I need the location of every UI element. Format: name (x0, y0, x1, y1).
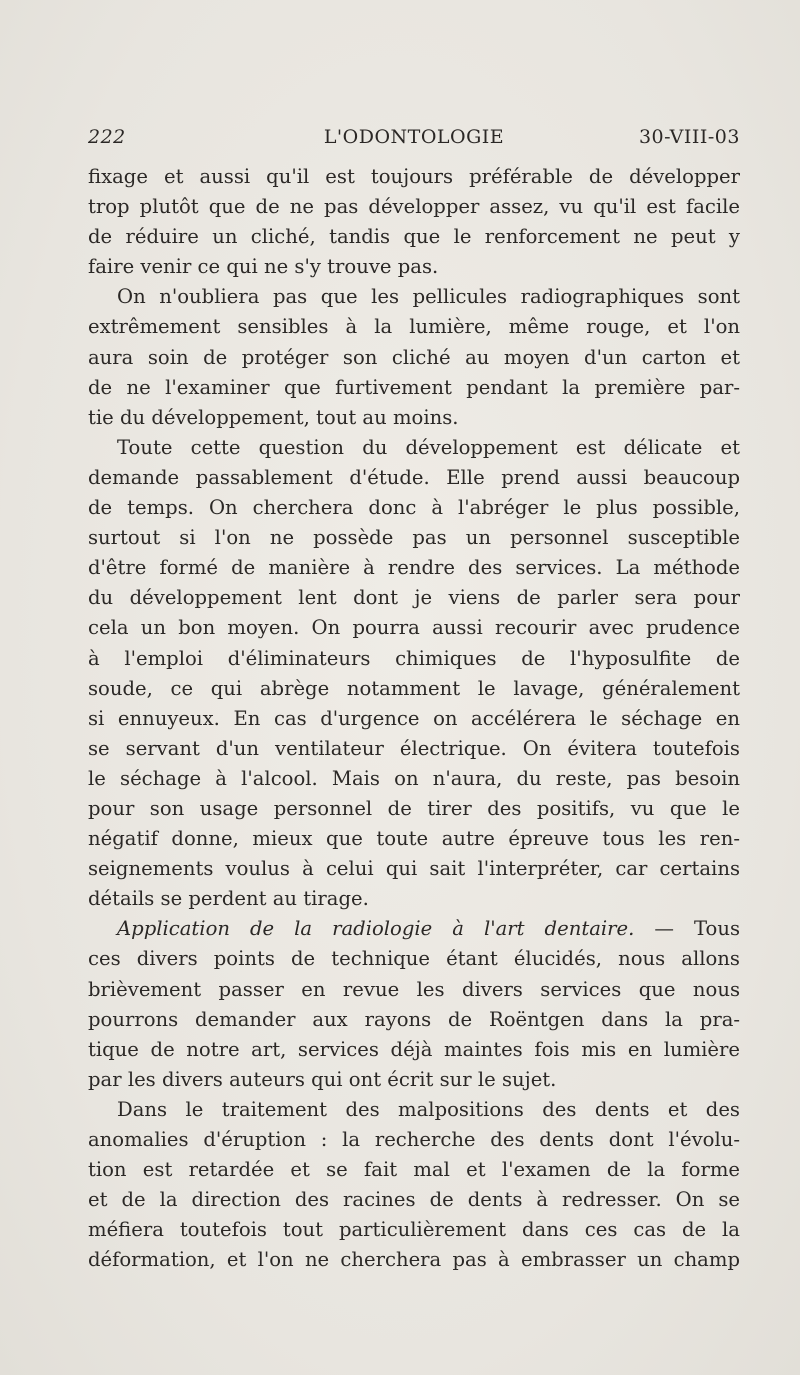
text-line: négatif donne, mieux que toute autre épreuve tous les ren- (88, 827, 740, 851)
text-line: pour son usage personnel de tirer des positifs, vu que le (88, 796, 740, 820)
text-line: tion est retardée et se fait mal et l'examen de la forme (88, 1158, 740, 1182)
text-line: surtout si l'on ne possède pas un personnel susceptible (88, 526, 740, 550)
text-line: pourrons demander aux rayons de Roëntgen dans la pra- (88, 1007, 740, 1031)
text-line: tie du développement, tout au moins. (88, 405, 459, 429)
text-line: de réduire un cliché, tandis que le renforcement ne peut y (88, 225, 740, 249)
text-line: du développement lent dont je viens de parler sera pour (88, 586, 740, 610)
text-line: extrêmement sensibles à la lumière, même rouge, et l'on (88, 315, 740, 339)
text-line: fixage et aussi qu'il est toujours préférable de développer (88, 165, 740, 188)
text-line: méfiera toutefois tout particulièrement dans ces cas de la (88, 1218, 740, 1242)
text-line: demande passablement d'étude. Elle prend aussi beaucoup (88, 465, 740, 489)
text-line: et de la direction des racines de dents à redresser. On se (88, 1188, 740, 1212)
text-line: Toute cette question du développement est délicate et (117, 435, 740, 459)
text-line: faire venir ce qui ne s'y trouve pas. (88, 255, 439, 279)
running-title: L'ODONTOLOGIE (323, 126, 505, 148)
text-line: de ne l'examiner que furtivement pendant la première par- (88, 375, 740, 399)
text-line: de temps. On cherchera donc à l'abréger le plus possible, (88, 496, 740, 520)
text-line: se servant d'un ventilateur électrique. On évitera toutefois (88, 736, 740, 760)
text-line: soude, ce qui abrège notamment le lavage, généralement (88, 676, 740, 700)
text-line: Dans le traitement des malpositions des dents et des (117, 1097, 740, 1121)
text-line: d'être formé de manière à rendre des services. La méthode (88, 556, 740, 580)
text-line: tique de notre art, services déjà maintes fois mis en lumière (88, 1037, 740, 1061)
text-line: trop plutôt que de ne pas développer assez, vu qu'il est facile (88, 195, 740, 219)
section-heading: Application de la radiologie à l'art dentaire. (117, 917, 635, 941)
text-line: à l'emploi d'éliminateurs chimiques de l'hyposulfite de (88, 646, 740, 670)
text-line: le séchage à l'alcool. Mais on n'aura, du reste, pas besoin (88, 766, 740, 790)
section-heading-line (88, 914, 740, 944)
issue-date: 30-VIII-03 (638, 126, 740, 148)
text-line: ces divers points de technique étant élucidés, nous allons (88, 947, 740, 971)
text-line: seignements voulus à celui qui sait l'interpréter, car certains (88, 857, 740, 881)
page-body (88, 162, 740, 1275)
text-line: On n'oubliera pas que les pellicules radiographiques sont (117, 285, 740, 309)
text-line: brièvement passer en revue les divers services que nous (88, 977, 740, 1001)
section-heading-continuation: — Tous (634, 917, 740, 941)
text-line: anomalies d'éruption : la recherche des dents dont l'évolu- (88, 1128, 740, 1151)
text-line: détails se perdent au tirage. (88, 887, 369, 911)
text-line: si ennuyeux. En cas d'urgence on accélérera le séchage en (88, 706, 740, 730)
text-line: cela un bon moyen. On pourra aussi recourir avec prudence (88, 616, 740, 640)
text-line: déformation, et l'on ne cherchera pas à embrasser un champ (88, 1248, 740, 1272)
text-line: aura soin de protéger son cliché au moyen d'un carton et (88, 345, 740, 369)
text-line: par les divers auteurs qui ont écrit sur le sujet. (88, 1067, 557, 1091)
running-header (88, 126, 740, 156)
page-number: 222 (88, 126, 126, 148)
